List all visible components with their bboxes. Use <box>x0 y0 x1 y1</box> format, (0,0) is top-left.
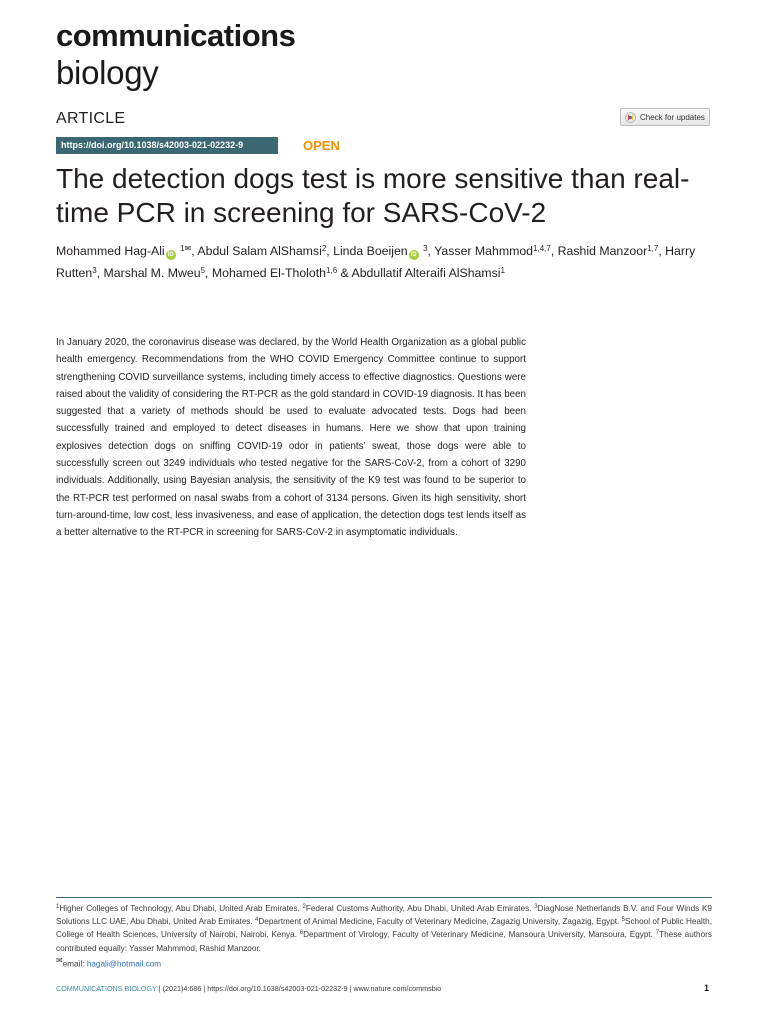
article-type-label: ARTICLE <box>56 110 126 127</box>
author-list: Mohammed Hag-Ali iD $^{1✉}$, Abdul Salam AlShamsi$^2$, Linda Boeijen iD $^3$, Yasser Mahmmod$^{1,4,7}$, Rashid Manzoor$^{1,7}$, Harry Rutten$^3$, Marshal M. Mweu$^5$, Mohamed El-Tholoth$^{1,6}$ & Abdullatif Alteraifi AlShamsi$^1$ <box>56 244 696 280</box>
affiliation-text: These authors contributed equally: Yasser Mahmmod, Rashid Manzoor. <box>56 930 712 953</box>
affiliation-number: 5 <box>621 917 625 924</box>
orcid-icon[interactable]: iD <box>167 252 174 258</box>
author-affiliation-marker: 5 <box>200 266 206 275</box>
author-affiliation-marker: 1,4,7 <box>533 244 551 253</box>
author-name[interactable]: Yasser Mahmmod <box>434 244 534 258</box>
author-affiliation-marker: 1 <box>500 266 505 275</box>
journal-name-line1: communications <box>56 18 296 53</box>
footer-journal-name: COMMUNICATIONS BIOLOGY <box>56 984 157 993</box>
affiliation-number: 4 <box>255 917 259 924</box>
author-name[interactable]: Linda Boeijen <box>333 244 408 258</box>
email-icon: ✉ <box>56 956 63 965</box>
author-name[interactable]: Mohammed Hag-Ali <box>56 244 165 258</box>
author-name[interactable]: Rashid Manzoor <box>557 244 648 258</box>
email-link[interactable]: hagali@hotmail.com <box>86 959 162 969</box>
abstract: In January 2020, the coronavirus disease was declared, by the World Health Organization as a global public health emergency. Recommendations from the WHO COVID Emergency Committee continue to support strengthening COVID surveillance systems, including timely access to effective diagnostics. Questions were raised about the validity of considering the RT-PCR as the gold standard in COVID-19 diagnosis. It has been suggested that a variety of methods should be used to evaluate advocated tests. Dogs had been successfully trained and employed to detect diseases in humans. Here we show that upon training explosives detection dogs on sniffing COVID-19 odor in patients’ sweat, those dogs were able to successfully screen out 3249 individuals who tested negative for the SARS-CoV-2, from a cohort of 3290 individuals. Additionally, using Bayesian analysis, the sensitivity of the K9 test was found to be superior to the RT-PCR test performed on nasal swabs from a cohort of 3134 persons. Given its high sensitivity, short turn-around-time, low cost, less invasiveness, and ease of application, the detection dogs test lends itself as a better alternative to the RT-PCR in screening for SARS-CoV-2 in asymptomatic individuals. <box>56 337 526 539</box>
page-footer <box>56 984 441 993</box>
page-number: 1 <box>704 983 710 993</box>
author-affiliation-marker: 1✉ <box>180 244 192 253</box>
check-for-updates-button[interactable] <box>620 108 710 126</box>
affiliation-number: 3 <box>534 904 538 910</box>
affiliations-footnote <box>56 902 712 955</box>
author-name[interactable]: Abdullatif Alteraifi AlShamsi <box>351 266 501 280</box>
author-name[interactable]: Abdul Salam AlShamsi <box>197 244 322 258</box>
crossmark-icon <box>625 112 636 123</box>
affiliation-text: School of Public Health, College of Health Sciences, University of Nairobi, Nairobi, Kenya. <box>56 917 712 940</box>
affiliation-number: 7 <box>655 930 660 937</box>
affiliation-text: Department of Animal Medicine, Faculty of Veterinary Medicine, Zagazig University, Zagazig, Egypt. <box>258 917 620 927</box>
affiliation-text: Federal Customs Authority, Abu Dhabi, United Arab Emirates. <box>305 904 532 913</box>
author-name[interactable]: Mohamed El-Tholoth <box>211 266 327 280</box>
author-affiliation-marker: 3 <box>423 244 428 253</box>
affiliation-number: 1 <box>56 904 60 910</box>
email-footnote <box>56 954 161 971</box>
footnote-divider <box>56 897 712 898</box>
author-affiliation-marker: 1,6 <box>326 266 338 275</box>
author-affiliation-marker: 2 <box>321 244 327 253</box>
article-title: The detection dogs test is more sensitive than real-time PCR in screening for SARS-CoV-2 <box>56 163 690 228</box>
author-affiliation-marker: 3 <box>92 266 97 275</box>
author-name[interactable]: Marshal M. Mweu <box>103 266 201 280</box>
affiliation-number: 6 <box>299 930 304 937</box>
affiliation-number: 2 <box>302 904 306 910</box>
author-name[interactable]: Harry Rutten <box>56 244 696 280</box>
author-affiliation-marker: 1,7 <box>647 244 659 253</box>
journal-name-line2: biology <box>56 54 159 91</box>
open-access-label: OPEN <box>303 138 340 153</box>
orcid-icon[interactable]: iD <box>410 252 417 258</box>
check-for-updates-label: Check for updates <box>640 112 705 122</box>
footer-citation: | (2021)4:686 | https://doi.org/10.1038/s42003-021-02232-9 | www.nature.com/commsbio <box>156 984 442 993</box>
doi-link[interactable]: https://doi.org/10.1038/s42003-021-02232-9 <box>56 137 278 154</box>
affiliation-text: Department of Virology, Faculty of Veterinary Medicine, Mansoura University, Mansoura, Egypt. <box>303 930 653 940</box>
affiliation-text: Higher Colleges of Technology, Abu Dhabi, United Arab Emirates. <box>59 904 300 913</box>
affiliation-text: DiagNose Netherlands B.V. and Four Winds K9 Solutions LLC UAE, Abu Dhabi, United Arab Emirates. <box>56 904 712 927</box>
email-label: email: <box>62 959 87 969</box>
